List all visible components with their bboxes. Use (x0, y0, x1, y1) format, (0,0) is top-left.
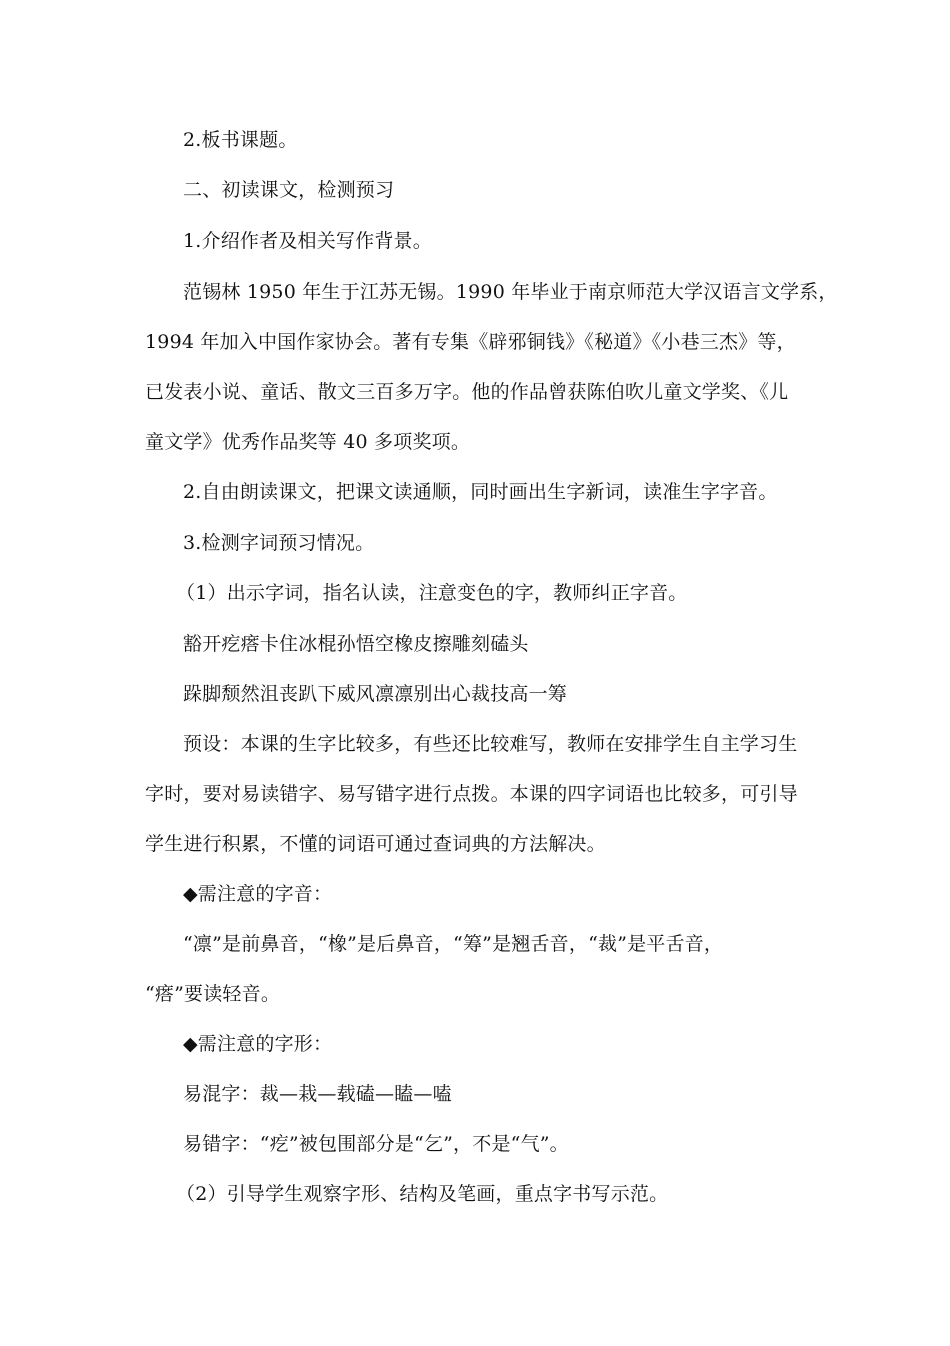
author-bio-line-1: 范锡林 1950 年生于江苏无锡。1990 年毕业于南京师范大学汉语言文学系， (183, 281, 838, 303)
step-board-title: 2.板书课题。 (183, 129, 298, 151)
error-prone-characters: 易错字：“疙”被包围部分是“乞”，不是“气”。 (183, 1133, 569, 1155)
step-author-intro: 1.介绍作者及相关写作背景。 (183, 230, 432, 252)
word-list-1: 豁开疙瘩卡住冰棍孙悟空橡皮擦雕刻磕头 (183, 633, 529, 655)
pronunciation-notes-line-2: “瘩”要读轻音。 (145, 983, 281, 1005)
substep-observe-writing: （2）引导学生观察字形、结构及笔画，重点字书写示范。 (176, 1183, 669, 1205)
author-bio-line-2: 1994 年加入中国作家协会。著有专集《辟邪铜钱》《秘道》《小巷三杰》等， (145, 331, 796, 353)
step-check-preview: 3.检测字词预习情况。 (183, 532, 375, 554)
author-bio-line-4: 童文学》优秀作品奖等 40 多项奖项。 (145, 431, 471, 453)
author-bio-line-3: 已发表小说、童话、散文三百多万字。他的作品曾获陈伯吹儿童文学奖、《儿 (145, 381, 789, 403)
confusable-characters: 易混字：裁—栽—载磕—瞌—嗑 (183, 1083, 452, 1105)
preset-line-2: 字时，要对易读错字、易写错字进行点拨。本课的四字词语也比较多，可引导 (145, 783, 798, 805)
substep-show-words: （1）出示字词，指名认读，注意变色的字，教师纠正字音。 (176, 582, 688, 604)
preset-line-3: 学生进行积累，不懂的词语可通过查词典的方法解决。 (145, 833, 606, 855)
word-list-2: 跺脚颓然沮丧趴下威风凛凛别出心裁技高一筹 (183, 683, 568, 705)
glyph-shape-heading: ◆需注意的字形： (183, 1033, 333, 1055)
pronunciation-heading: ◆需注意的字音： (183, 883, 333, 905)
preset-line-1: 预设：本课的生字比较多，有些还比较难写，教师在安排学生自主学习生 (183, 733, 798, 755)
step-free-reading: 2.自由朗读课文，把课文读通顺，同时画出生字新词，读准生字字音。 (183, 481, 778, 503)
section-heading-first-reading: 二、初读课文，检测预习 (183, 179, 395, 201)
pronunciation-notes-line-1: “凛”是前鼻音，“橡”是后鼻音，“筹”是翘舌音，“裁”是平舌音， (183, 933, 724, 955)
